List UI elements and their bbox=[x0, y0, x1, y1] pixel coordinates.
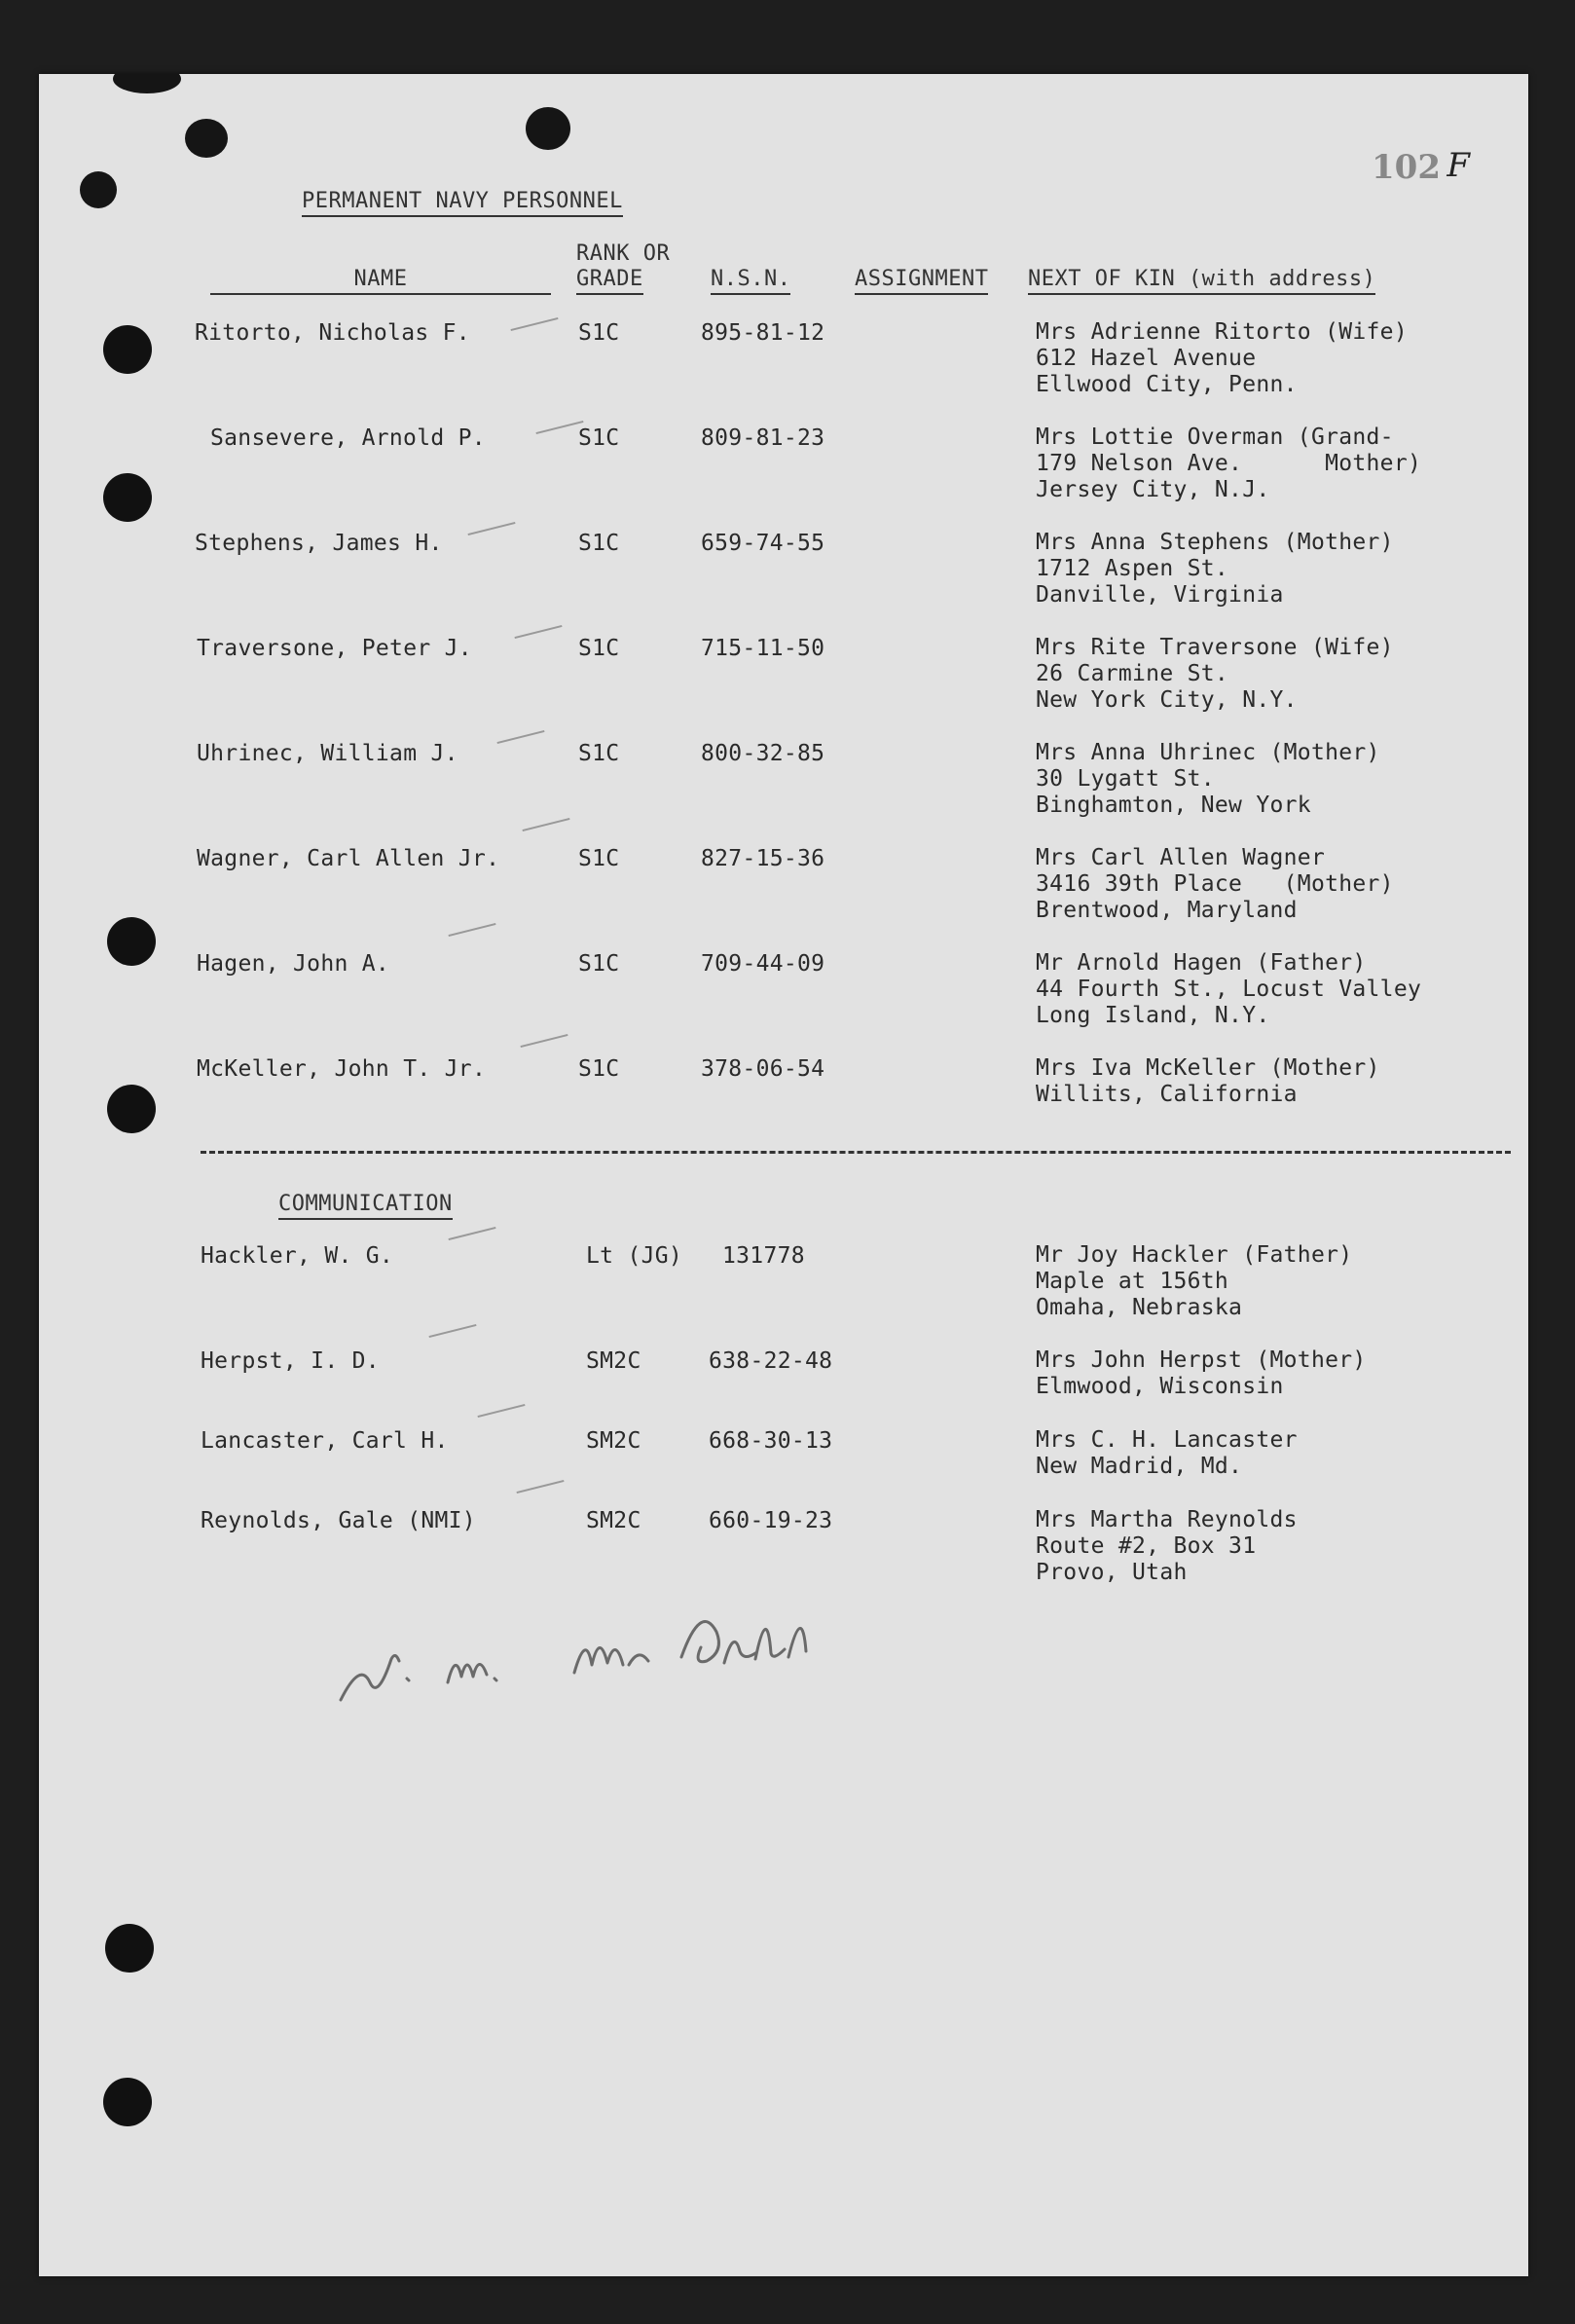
check-mark bbox=[429, 1324, 477, 1338]
next-of-kin-line: 612 Hazel Avenue bbox=[1036, 346, 1257, 371]
section-title: PERMANENT NAVY PERSONNEL bbox=[302, 189, 623, 217]
personnel-nsn: 827-15-36 bbox=[701, 846, 825, 871]
personnel-rank: S1C bbox=[578, 951, 620, 977]
next-of-kin-line: Long Island, N.Y. bbox=[1036, 1003, 1270, 1028]
ink-blot bbox=[80, 171, 117, 208]
check-mark bbox=[515, 625, 563, 639]
next-of-kin-line: Willits, California bbox=[1036, 1082, 1298, 1107]
column-header-nsn: N.S.N. bbox=[711, 267, 790, 295]
personnel-name: Sansevere, Arnold P. bbox=[210, 425, 486, 451]
check-mark bbox=[497, 730, 545, 744]
personnel-name: Uhrinec, William J. bbox=[197, 741, 458, 766]
column-header-next-of-kin: NEXT OF KIN (with address) bbox=[1028, 267, 1375, 295]
personnel-rank: S1C bbox=[578, 531, 620, 556]
next-of-kin-line: 179 Nelson Ave. Mother) bbox=[1036, 451, 1422, 476]
personnel-name: Ritorto, Nicholas F. bbox=[195, 320, 470, 346]
next-of-kin-line: Maple at 156th bbox=[1036, 1269, 1229, 1294]
check-mark bbox=[517, 1480, 565, 1494]
personnel-nsn: 809-81-23 bbox=[701, 425, 825, 451]
next-of-kin-line: Mrs John Herpst (Mother) bbox=[1036, 1347, 1367, 1373]
personnel-nsn: 638-22-48 bbox=[709, 1348, 833, 1374]
document-suffix: F bbox=[1447, 146, 1470, 185]
column-header-rank-line2: GRADE bbox=[576, 267, 643, 295]
next-of-kin-line: 30 Lygatt St. bbox=[1036, 766, 1215, 792]
personnel-rank: S1C bbox=[578, 1056, 620, 1082]
next-of-kin-line: Mrs C. H. Lancaster bbox=[1036, 1427, 1298, 1453]
next-of-kin-line: 3416 39th Place (Mother) bbox=[1036, 871, 1394, 897]
next-of-kin-line: Omaha, Nebraska bbox=[1036, 1295, 1243, 1320]
next-of-kin-line: Mrs Iva McKeller (Mother) bbox=[1036, 1055, 1380, 1081]
personnel-rank: S1C bbox=[578, 320, 620, 346]
personnel-nsn: 895-81-12 bbox=[701, 320, 825, 346]
next-of-kin-line: Jersey City, N.J. bbox=[1036, 477, 1270, 502]
next-of-kin-line: Mrs Martha Reynolds bbox=[1036, 1507, 1298, 1532]
next-of-kin-line: Brentwood, Maryland bbox=[1036, 898, 1298, 923]
next-of-kin-line: Route #2, Box 31 bbox=[1036, 1533, 1257, 1559]
personnel-name: Herpst, I. D. bbox=[201, 1348, 380, 1374]
column-header-rank-line1: RANK OR bbox=[576, 241, 671, 266]
next-of-kin-line: Ellwood City, Penn. bbox=[1036, 372, 1298, 397]
next-of-kin-line: 1712 Aspen St. bbox=[1036, 556, 1229, 581]
check-mark bbox=[521, 1034, 568, 1048]
check-mark bbox=[449, 1227, 496, 1240]
document-page bbox=[39, 74, 1528, 2276]
next-of-kin-line: 44 Fourth St., Locust Valley bbox=[1036, 977, 1422, 1002]
next-of-kin-line: Mrs Rite Traversone (Wife) bbox=[1036, 635, 1394, 660]
handwritten-signature bbox=[331, 1593, 876, 1710]
check-mark bbox=[523, 818, 570, 831]
punch-hole bbox=[107, 1085, 156, 1133]
personnel-nsn: 131778 bbox=[722, 1243, 805, 1269]
next-of-kin-line: Elmwood, Wisconsin bbox=[1036, 1374, 1284, 1399]
personnel-name: Reynolds, Gale (NMI) bbox=[201, 1508, 476, 1533]
personnel-name: Wagner, Carl Allen Jr. bbox=[197, 846, 500, 871]
personnel-nsn: 800-32-85 bbox=[701, 741, 825, 766]
next-of-kin-line: New York City, N.Y. bbox=[1036, 687, 1298, 713]
ink-blot bbox=[113, 74, 181, 93]
personnel-nsn: 715-11-50 bbox=[701, 636, 825, 661]
personnel-rank: Lt (JG) bbox=[586, 1243, 683, 1269]
punch-hole bbox=[103, 325, 152, 374]
personnel-name: McKeller, John T. Jr. bbox=[197, 1056, 487, 1082]
next-of-kin-line: Danville, Virginia bbox=[1036, 582, 1284, 608]
punch-hole bbox=[107, 917, 156, 966]
next-of-kin-line: Binghamton, New York bbox=[1036, 793, 1311, 818]
personnel-rank: S1C bbox=[578, 846, 620, 871]
personnel-nsn: 709-44-09 bbox=[701, 951, 825, 977]
personnel-rank: S1C bbox=[578, 741, 620, 766]
personnel-rank: S1C bbox=[578, 425, 620, 451]
next-of-kin-line: New Madrid, Md. bbox=[1036, 1454, 1243, 1479]
column-header-name: NAME bbox=[210, 267, 551, 295]
personnel-rank: SM2C bbox=[586, 1348, 641, 1374]
personnel-name: Lancaster, Carl H. bbox=[201, 1428, 449, 1454]
ink-blot bbox=[185, 119, 228, 158]
ink-blot bbox=[526, 107, 570, 150]
personnel-name: Hackler, W. G. bbox=[201, 1243, 394, 1269]
punch-hole bbox=[103, 2078, 152, 2126]
check-mark bbox=[449, 923, 496, 937]
personnel-rank: SM2C bbox=[586, 1508, 641, 1533]
personnel-nsn: 659-74-55 bbox=[701, 531, 825, 556]
next-of-kin-line: Mrs Anna Uhrinec (Mother) bbox=[1036, 740, 1380, 765]
communication-section-title: COMMUNICATION bbox=[278, 1192, 453, 1220]
column-header-assignment: ASSIGNMENT bbox=[855, 267, 988, 295]
check-mark bbox=[478, 1404, 526, 1418]
personnel-rank: S1C bbox=[578, 636, 620, 661]
personnel-nsn: 378-06-54 bbox=[701, 1056, 825, 1082]
next-of-kin-line: Provo, Utah bbox=[1036, 1560, 1188, 1585]
personnel-nsn: 660-19-23 bbox=[709, 1508, 833, 1533]
next-of-kin-line: Mrs Lottie Overman (Grand- bbox=[1036, 424, 1394, 450]
personnel-rank: SM2C bbox=[586, 1428, 641, 1454]
check-mark bbox=[511, 317, 559, 331]
personnel-nsn: 668-30-13 bbox=[709, 1428, 833, 1454]
check-mark bbox=[536, 421, 584, 434]
next-of-kin-line: Mrs Anna Stephens (Mother) bbox=[1036, 530, 1394, 555]
next-of-kin-line: Mr Joy Hackler (Father) bbox=[1036, 1242, 1353, 1268]
next-of-kin-line: Mrs Carl Allen Wagner bbox=[1036, 845, 1326, 870]
next-of-kin-line: Mrs Adrienne Ritorto (Wife) bbox=[1036, 319, 1408, 345]
check-mark bbox=[468, 522, 516, 535]
next-of-kin-line: 26 Carmine St. bbox=[1036, 661, 1229, 686]
section-divider bbox=[201, 1151, 1511, 1154]
document-number: 102 bbox=[1372, 148, 1441, 187]
personnel-name: Hagen, John A. bbox=[197, 951, 390, 977]
punch-hole bbox=[105, 1924, 154, 1973]
personnel-name: Traversone, Peter J. bbox=[197, 636, 472, 661]
next-of-kin-line: Mr Arnold Hagen (Father) bbox=[1036, 950, 1367, 976]
personnel-name: Stephens, James H. bbox=[195, 531, 443, 556]
punch-hole bbox=[103, 473, 152, 522]
